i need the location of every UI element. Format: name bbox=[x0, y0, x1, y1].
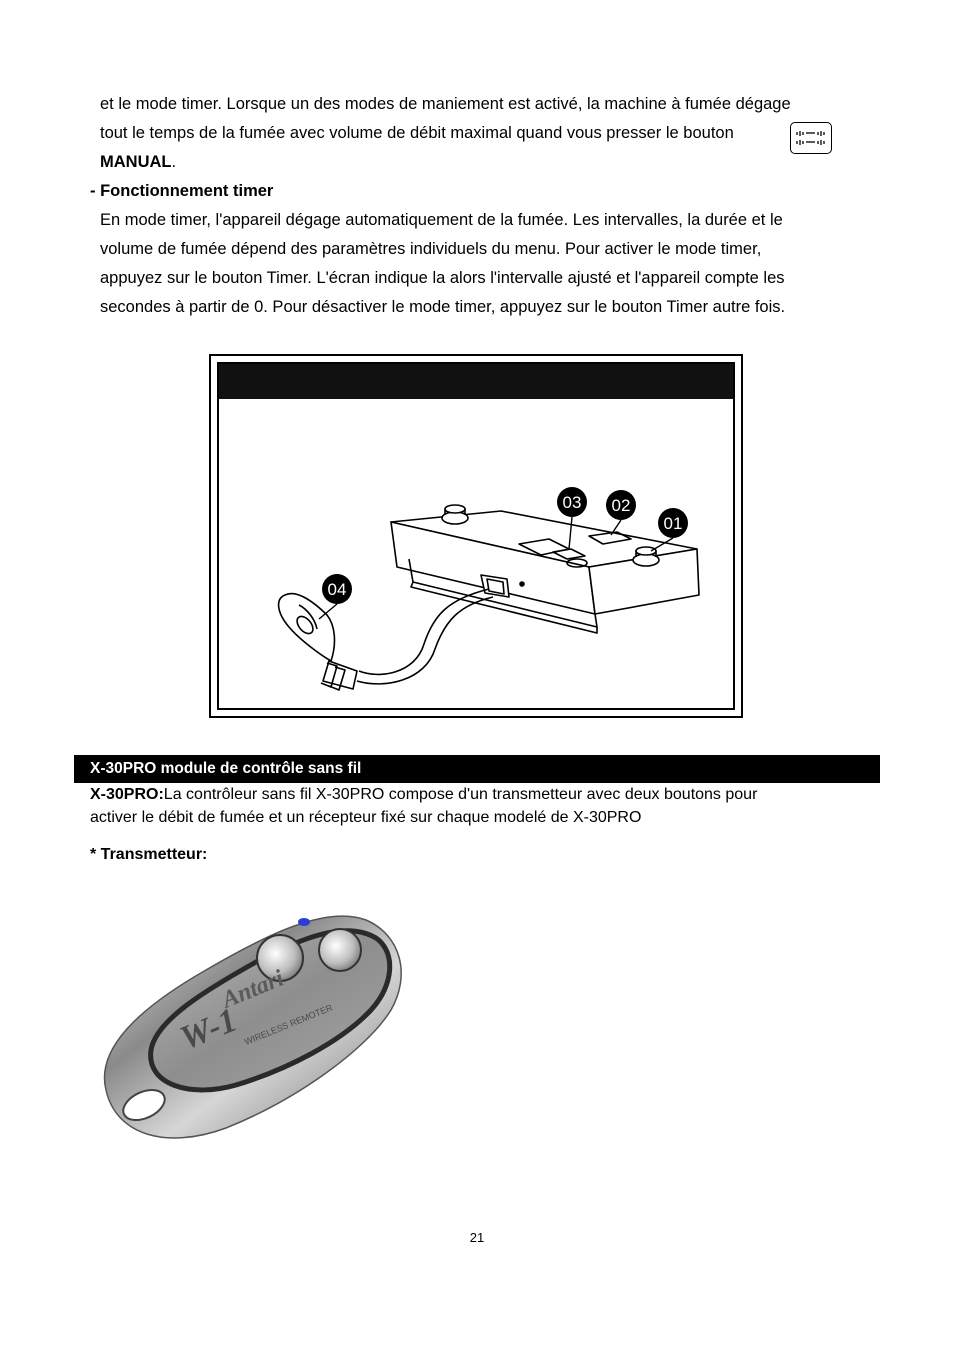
remote-brand: Antari bbox=[218, 965, 288, 1014]
callout-03 bbox=[557, 487, 587, 517]
intro-text: La contrôleur sans fil X-30PRO compose d'un transmetteur avec deux boutons pour bbox=[163, 786, 758, 803]
wireless-section-title: X-30PRO module de contrôle sans fil bbox=[74, 755, 880, 783]
figure-frame bbox=[217, 362, 735, 710]
paragraph-line: appuyez sur le bouton Timer. L'écran indique la alors l'intervalle ajusté et l'appareil compte les bbox=[100, 269, 785, 287]
callout-02 bbox=[606, 490, 636, 520]
controller-illustration bbox=[219, 399, 735, 709]
manual-label: MANUAL bbox=[100, 153, 172, 171]
manual-button-icon bbox=[790, 122, 832, 154]
paragraph-line: volume de fumée dépend des paramètres individuels du menu. Pour activer le mode timer, bbox=[100, 240, 762, 258]
remote-tagline: WIRELESS REMOTER bbox=[243, 1002, 334, 1047]
manual-suffix: . bbox=[171, 153, 177, 171]
paragraph-line: En mode timer, l'appareil dégage automatiquement de la fumée. Les intervalles, la durée et le bbox=[100, 211, 783, 229]
paragraph-line bbox=[100, 148, 791, 177]
callout-label: 02 bbox=[611, 496, 631, 515]
intro-bold: X-30PRO: bbox=[90, 786, 164, 803]
figure-header-bar bbox=[219, 364, 733, 399]
paragraph-manual bbox=[100, 90, 791, 177]
page-number: 21 bbox=[469, 1230, 485, 1245]
paragraph-line: secondes à partir de 0. Pour désactiver le mode timer, appuyez sur le bouton Timer autre fois. bbox=[100, 298, 786, 316]
timer-paragraph bbox=[100, 206, 785, 322]
callout-01 bbox=[658, 508, 688, 538]
paragraph-line: tout le temps de la fumée avec volume de débit maximal quand vous presser le bouton bbox=[100, 124, 734, 142]
remote-model: W-1 bbox=[175, 1001, 243, 1058]
callout-label: 01 bbox=[663, 514, 683, 533]
transmitter-heading: * Transmetteur: bbox=[90, 846, 208, 863]
paragraph-line bbox=[90, 783, 757, 806]
paragraph-line: et le mode timer. Lorsque un des modes de maniement est activé, la machine à fumée dégage bbox=[100, 95, 791, 113]
device-figure bbox=[209, 354, 743, 718]
timer-heading: - Fonctionnement timer bbox=[90, 182, 274, 200]
paragraph-line: activer le débit de fumée et un récepteur fixé sur chaque modelé de X-30PRO bbox=[90, 809, 642, 826]
callout-label: 04 bbox=[327, 580, 347, 599]
callout-04 bbox=[322, 574, 352, 604]
callout-label: 03 bbox=[562, 493, 582, 512]
wireless-paragraph bbox=[90, 783, 757, 829]
remote-transmitter-image bbox=[96, 900, 416, 1150]
